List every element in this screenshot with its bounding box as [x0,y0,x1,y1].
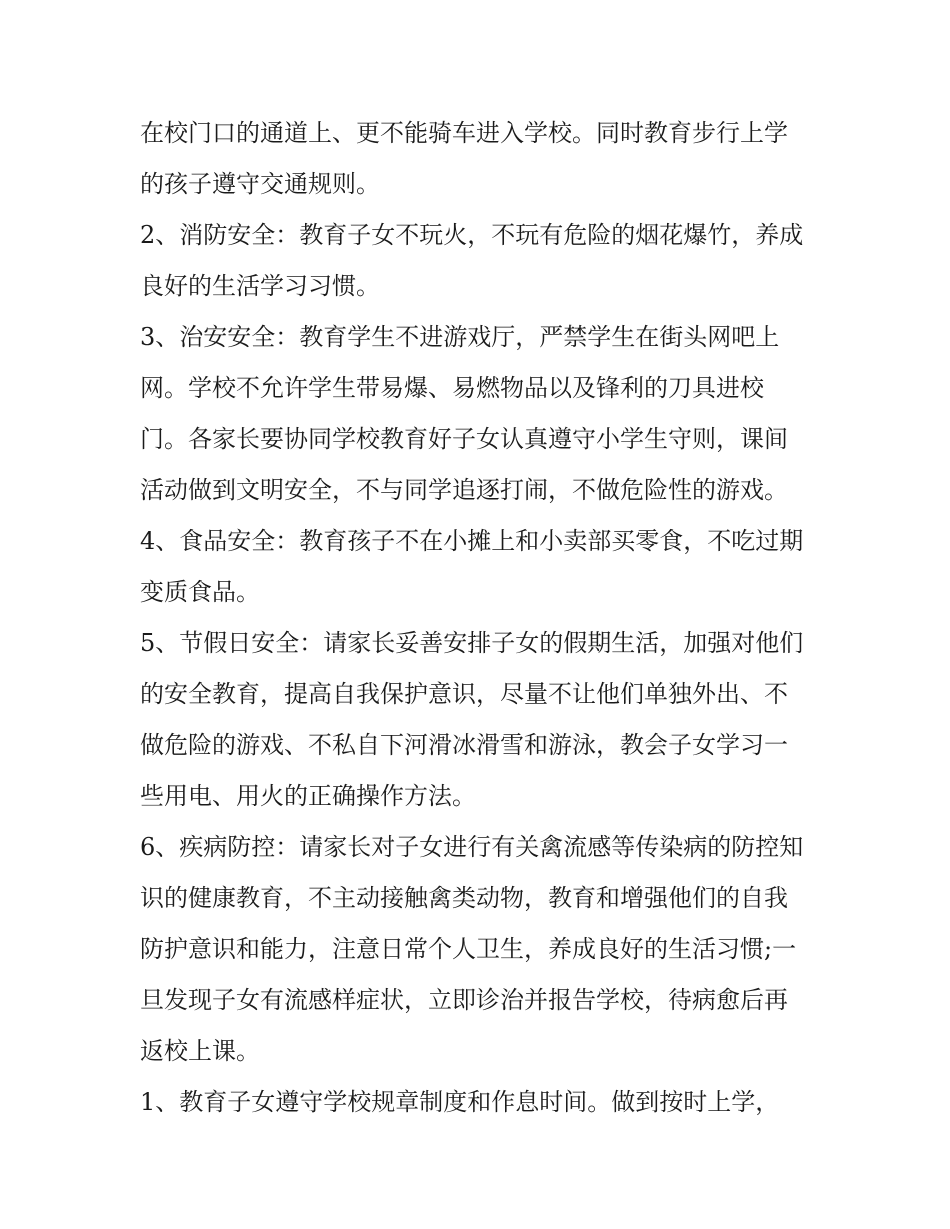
paragraph-disease-control: 6、疾病防控：请家长对子女进行有关禽流感等传染病的防控知识的健康教育，不主动接触禽类动物，教育和增强他们的自我防护意识和能力，注意日常个人卫生，养成良好的生活习惯;一旦发现子女有流感样症状，立即诊治并报告学校，待病愈后再返校上课。 [140,833,804,1065]
document-body [140,108,810,1128]
paragraph-school-rules: 1、教育子女遵守学校规章制度和作息时间。做到按时上学， [140,1088,780,1116]
paragraph-fire-safety: 2、消防安全：教育子女不玩火，不玩有危险的烟花爆竹，养成良好的生活学习习惯。 [140,221,804,300]
paragraph-food-safety: 4、食品安全：教育孩子不在小摊上和小卖部买零食，不吃过期变质食品。 [140,527,804,606]
paragraph-holiday-safety: 5、节假日安全：请家长妥善安排子女的假期生活，加强对他们的安全教育，提高自我保护意识，尽量不让他们单独外出、不做危险的游戏、不私自下河滑冰滑雪和游泳，教会子女学习一些用电、用火的正确操作方法。 [140,629,804,810]
paragraph-public-security: 3、治安安全：教育学生不进游戏厅，严禁学生在街头网吧上网。学校不允许学生带易爆、易燃物品以及锋利的刀具进校门。各家长要协同学校教育好子女认真遵守小学生守则，课间活动做到文明安全，不与同学追逐打闹，不做危险性的游戏。 [140,323,788,504]
paragraph-traffic-continuation: 在校门口的通道上、更不能骑车进入学校。同时教育步行上学的孩子遵守交通规则。 [140,119,788,198]
